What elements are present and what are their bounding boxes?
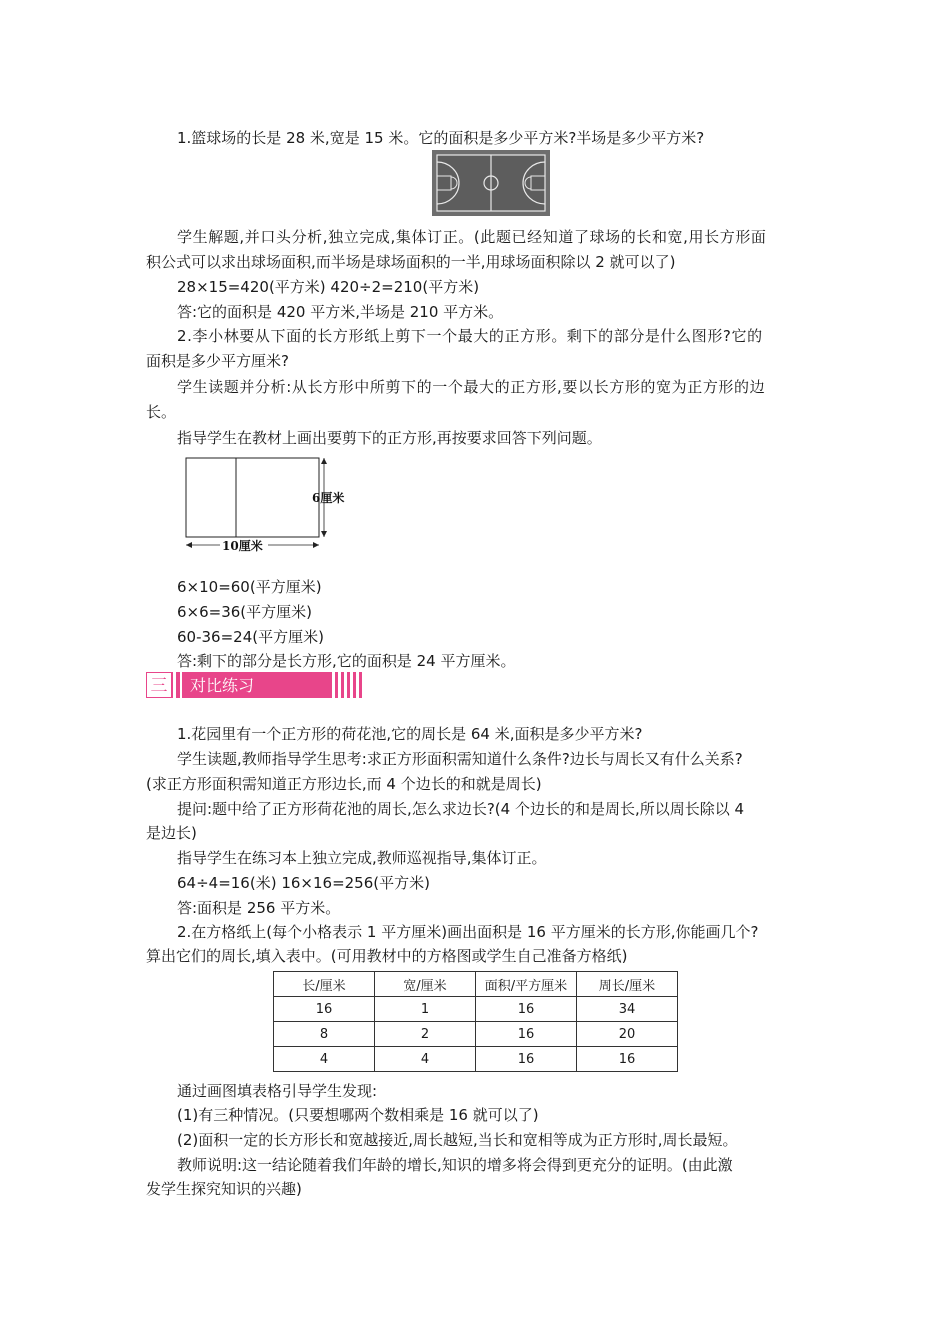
q2-analysis-line2: 长。 bbox=[146, 403, 177, 421]
width-label: 10厘米 bbox=[222, 539, 263, 553]
question-2-line2: 面积是多少平方厘米? bbox=[146, 352, 289, 370]
q1-analysis-line1: 学生解题,并口头分析,独立完成,集体订正。(此题已经知道了球场的长和宽,用长方形面 bbox=[177, 228, 767, 246]
table-row bbox=[274, 1047, 678, 1072]
q1-analysis-line2: 积公式可以求出球场面积,而半场是球场面积的一半,用球场面积除以 2 就可以了) bbox=[146, 253, 676, 271]
q2-calc-3: 60-36=24(平方厘米) bbox=[177, 628, 324, 646]
q2-analysis-line1: 学生读题并分析:从长方形中所剪下的一个最大的正方形,要以长方形的宽为正方形的边 bbox=[177, 378, 766, 396]
s3-question-2-line1: 2.在方格纸上(每个小格表示 1 平方厘米)画出面积是 16 平方厘米的长方形,你能画几个? bbox=[177, 923, 759, 941]
table-cell: 8 bbox=[274, 1022, 375, 1047]
banner-title: 对比练习 bbox=[190, 676, 255, 695]
table-cell: 1 bbox=[375, 997, 476, 1022]
s3-question-1: 1.花园里有一个正方形的荷花池,它的周长是 64 米,面积是多少平方米? bbox=[177, 725, 643, 743]
banner-number: 三 bbox=[150, 676, 168, 696]
q2-answer: 答:剩下的部分是长方形,它的面积是 24 平方厘米。 bbox=[177, 652, 516, 670]
table-cell: 20 bbox=[577, 1022, 678, 1047]
s3-q1-ask-line1: 提问:题中给了正方形荷花池的周长,怎么求边长?(4 个边长的和是周长,所以周长除以 4 bbox=[177, 800, 745, 818]
q2-calc-2: 6×6=36(平方厘米) bbox=[177, 603, 313, 621]
table-cell: 2 bbox=[375, 1022, 476, 1047]
header-length: 长/厘米 bbox=[274, 972, 375, 997]
table-row bbox=[274, 1022, 678, 1047]
s3-question-2-line2: 算出它们的周长,填入表中。(可用教材中的方格图或学生自己准备方格纸) bbox=[146, 947, 628, 965]
table-cell: 16 bbox=[476, 1022, 577, 1047]
table-cell: 16 bbox=[577, 1047, 678, 1072]
table-cell: 16 bbox=[476, 997, 577, 1022]
s3-q1-guide: 指导学生在练习本上独立完成,教师巡视指导,集体订正。 bbox=[177, 849, 547, 867]
header-area: 面积/平方厘米 bbox=[476, 972, 577, 997]
s3-find-2: (2)面积一定的长方形长和宽越接近,周长越短,当长和宽相等成为正方形时,周长最短。 bbox=[177, 1131, 738, 1149]
s3-teacher-line1: 教师说明:这一结论随着我们年龄的增长,知识的增多将会得到更充分的证明。(由此激 bbox=[177, 1156, 733, 1174]
q1-answer: 答:它的面积是 420 平方米,半场是 210 平方米。 bbox=[177, 303, 504, 321]
s3-q1-answer: 答:面积是 256 平方米。 bbox=[177, 899, 341, 917]
q2-calc-1: 6×10=60(平方厘米) bbox=[177, 578, 322, 596]
s3-q1-ask-line2: 是边长) bbox=[146, 824, 197, 842]
header-width: 宽/厘米 bbox=[375, 972, 476, 997]
q1-calculation: 28×15=420(平方米) 420÷2=210(平方米) bbox=[177, 278, 480, 296]
table-row bbox=[274, 997, 678, 1022]
question-1-text: 1.篮球场的长是 28 米,宽是 15 米。它的面积是多少平方米?半场是多少平方米? bbox=[177, 129, 705, 147]
height-label: 6厘米 bbox=[312, 491, 345, 505]
s3-q1-think-line1: 学生读题,教师指导学生思考:求正方形面积需知道什么条件?边长与周长又有什么关系? bbox=[177, 750, 743, 768]
table-cell: 34 bbox=[577, 997, 678, 1022]
q2-guide: 指导学生在教材上画出要剪下的正方形,再按要求回答下列问题。 bbox=[177, 429, 602, 447]
rectangle-figure bbox=[182, 454, 362, 554]
table-header-row bbox=[274, 972, 678, 997]
s3-q1-think-line2: (求正方形面积需知道正方形边长,而 4 个边长的和就是周长) bbox=[146, 775, 542, 793]
section-banner bbox=[146, 672, 364, 698]
s3-find-1: (1)有三种情况。(只要想哪两个数相乘是 16 就可以了) bbox=[177, 1106, 539, 1124]
header-perimeter: 周长/厘米 bbox=[577, 972, 678, 997]
table-cell: 16 bbox=[476, 1047, 577, 1072]
table-cell: 4 bbox=[274, 1047, 375, 1072]
s3-q1-calc: 64÷4=16(米) 16×16=256(平方米) bbox=[177, 874, 430, 892]
question-2-line1: 2.李小林要从下面的长方形纸上剪下一个最大的正方形。剩下的部分是什么图形?它的 bbox=[177, 327, 763, 345]
s3-teacher-line2: 发学生探究知识的兴趣) bbox=[146, 1180, 302, 1198]
perimeter-table bbox=[273, 971, 678, 1072]
table-cell: 16 bbox=[274, 997, 375, 1022]
table-cell: 4 bbox=[375, 1047, 476, 1072]
s3-find-intro: 通过画图填表格引导学生发现: bbox=[177, 1082, 378, 1100]
basketball-court-image bbox=[432, 150, 550, 216]
